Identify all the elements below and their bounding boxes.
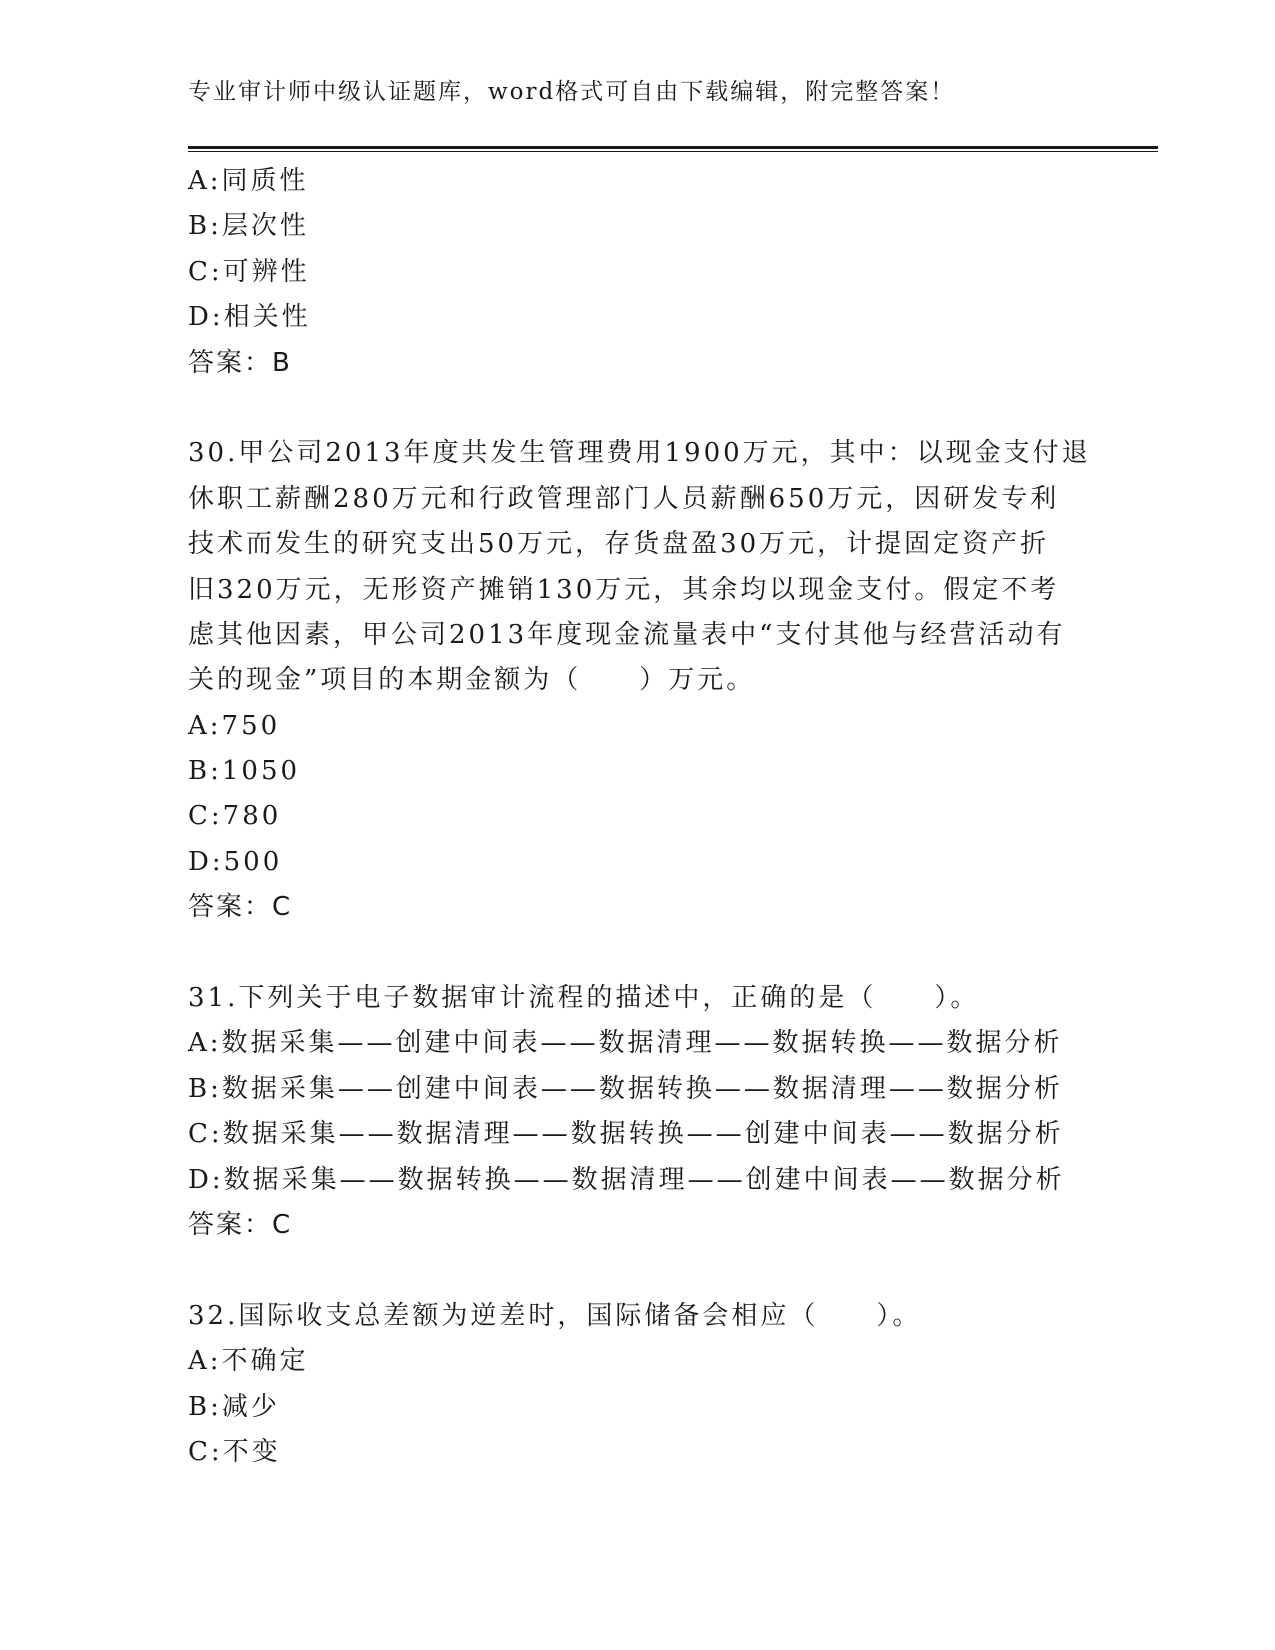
spacer xyxy=(188,386,1088,431)
question-stem-line: 旧320万元，无形资产摊销130万元，其余均以现金支付。假定不考 xyxy=(188,574,1060,605)
question-30 xyxy=(188,431,1091,930)
option-a: A:750 xyxy=(188,710,281,741)
option-a: A:数据采集——创建中间表——数据清理——数据转换——数据分析 xyxy=(188,1028,1063,1059)
question-stem: 31.下列关于电子数据审计流程的描述中，正确的是（ ）。 xyxy=(188,983,980,1014)
page-header: 专业审计师中级认证题库，word格式可自由下载编辑，附完整答案！ xyxy=(188,79,956,105)
option-b: B:层次性 xyxy=(188,211,309,242)
header-rule-thin xyxy=(188,151,1158,152)
option-c: C:780 xyxy=(188,801,282,832)
option-d: D:500 xyxy=(188,846,283,877)
answer-line: 答案：B xyxy=(188,347,292,378)
answer-line: 答案：C xyxy=(188,892,293,923)
spacer xyxy=(188,1248,1088,1293)
option-b: B:1050 xyxy=(188,756,301,787)
question-31 xyxy=(188,976,1088,1248)
question-content xyxy=(188,159,1091,1475)
question-stem-line: 30.甲公司2013年度共发生管理费用1900万元，其中：以现金支付退 xyxy=(188,438,1091,469)
question-stem-line: 关的现金”项目的本期金额为（ ）万元。 xyxy=(188,665,756,696)
answer-line: 答案：C xyxy=(188,1209,293,1240)
option-b: B:数据采集——创建中间表——数据转换——数据清理——数据分析 xyxy=(188,1073,1063,1104)
header-rule-thick xyxy=(188,146,1158,149)
question-32 xyxy=(188,1294,1088,1476)
option-a: A:不确定 xyxy=(188,1346,309,1377)
option-d: D:相关性 xyxy=(188,302,311,333)
option-b: B:减少 xyxy=(188,1391,280,1422)
option-a: A:同质性 xyxy=(188,166,309,196)
spacer xyxy=(188,931,1088,976)
question-stem-line: 虑其他因素，甲公司2013年度现金流量表中“支付其他与经营活动有 xyxy=(188,619,1066,650)
question-29 xyxy=(188,159,1088,386)
option-c: C:可辨性 xyxy=(188,256,310,287)
question-stem: 32.国际收支总差额为逆差时，国际储备会相应（ ）。 xyxy=(188,1300,922,1331)
option-c: C:不变 xyxy=(188,1436,281,1467)
option-c: C:数据采集——数据清理——数据转换——创建中间表——数据分析 xyxy=(188,1119,1064,1150)
question-stem-line: 休职工薪酬280万元和行政管理部门人员薪酬650万元，因研发专利 xyxy=(188,483,1060,514)
question-stem-line: 技术而发生的研究支出50万元，存货盘盈30万元，计提固定资产折 xyxy=(188,529,1050,560)
option-d: D:数据采集——数据转换——数据清理——创建中间表——数据分析 xyxy=(188,1164,1065,1195)
